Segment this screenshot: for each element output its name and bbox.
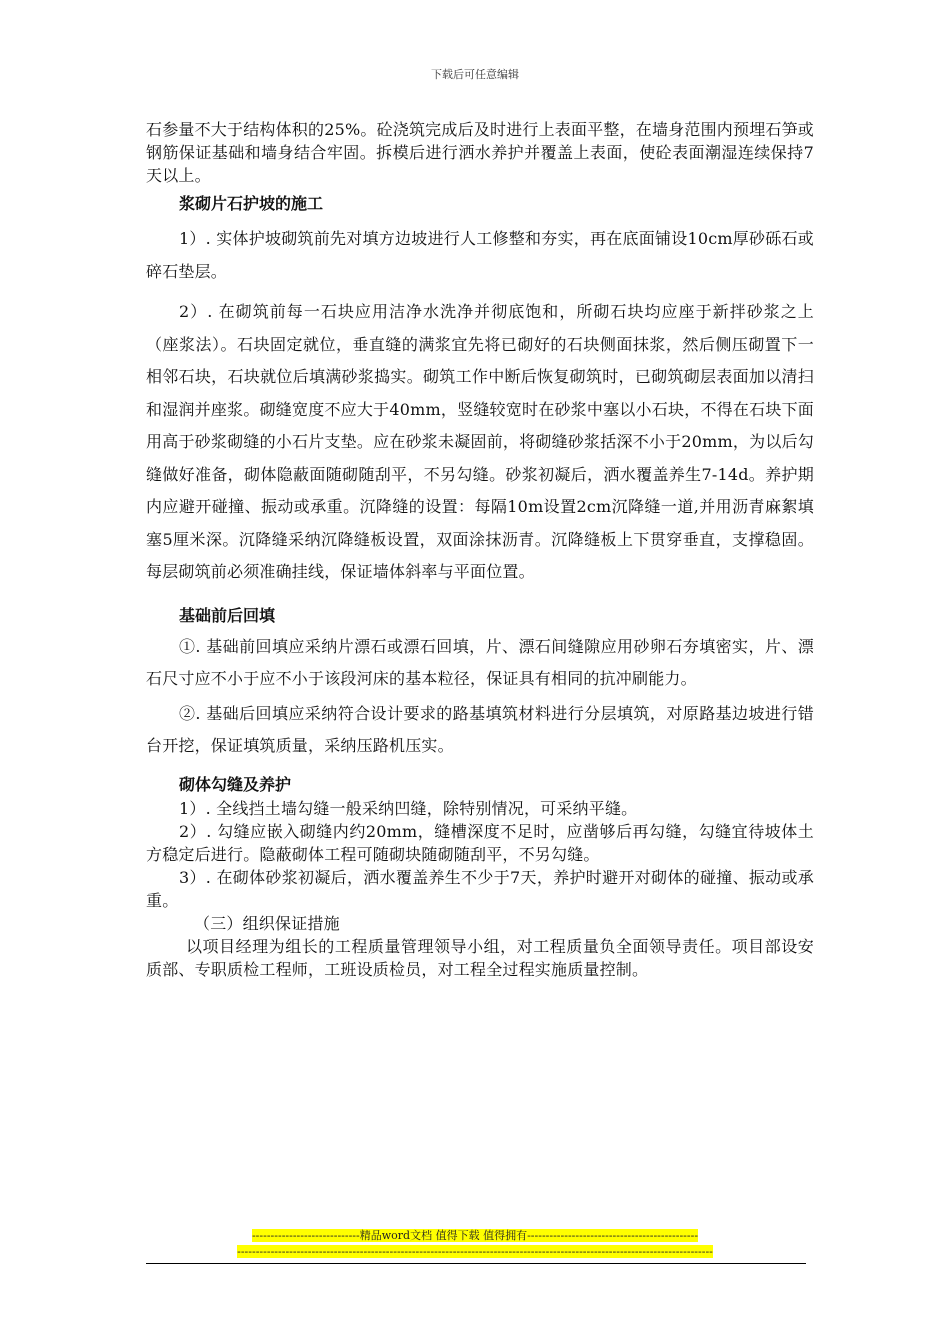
header-note: 下载后可任意编辑: [431, 68, 519, 81]
footer-rule: [146, 1263, 806, 1264]
footer-banner-line-2: [0, 1244, 950, 1260]
footer-banner-line-1: [0, 1228, 950, 1244]
footer-banner-text-1: -----------------------------精品word文档 值得下载 值得拥有----------------------------------------------: [251, 1229, 699, 1242]
revetment-paragraph-1: 1）. 实体护坡砌筑前先对填方边坡进行人工修整和夯实，再在底面铺设10cm厚砂砾石或碎石垫层。: [146, 229, 814, 281]
pointing-paragraph-2: 2）. 勾缝应嵌入砌缝内约20mm，缝槽深度不足时，应凿够后再勾缝，勾缝宜待坡体土方稳定后进行。隐蔽砌体工程可随砌块随砌随刮平，不另勾缝。: [146, 821, 814, 864]
intro-paragraph: 石参量不大于结构体积的25%。砼浇筑完成后及时进行上表面平整，在墙身范围内预埋石笋或钢筋保证基础和墙身结合牢固。拆模后进行洒水养护并覆盖上表面，使砼表面潮湿连续保持7天以上。: [146, 120, 814, 185]
pointing-paragraph-3: 3）. 在砌体砂浆初凝后，洒水覆盖养生不少于7天，养护时避开对砌体的碰撞、振动或承重。: [146, 867, 814, 910]
revetment-paragraph-2: 2）. 在砌筑前每一石块应用洁净水洗净并彻底饱和，所砌石块均应座于新拌砂浆之上（座浆法）。石块固定就位，垂直缝的满浆宜先将已砌好的石块侧面抹浆，然后侧压砌置下一相邻石块，石块就位后填满砂浆捣实。砌筑工作中断后恢复砌筑时，已砌筑砌层表面加以清扫和湿润并座浆。砌缝宽度不应大于40mm，竖缝较宽时在砂浆中塞以小石块，不得在石块下面用高于砂浆砌缝的小石片支垫。应在砂浆未凝固前，将砌缝砂浆括深不小于20mm，为以后勾缝做好准备，砌体隐蔽面随砌随刮平，不另勾缝。砂浆初凝后，洒水覆盖养生7-14d。养护期内应避开碰撞、振动或承重。沉降缝的设置：每隔10m设置2cm沉降缝一道,并用沥青麻絮填塞5厘米深。沉降缝采纳沉降缝板设置，双面涂抹沥青。沉降缝板上下贯穿垂直，支撑稳固。每层砌筑前必须准确挂线，保证墙体斜率与平面位置。: [146, 302, 814, 581]
section-heading-pointing: 砌体勾缝及养护: [179, 774, 292, 794]
organization-paragraph: 以项目经理为组长的工程质量管理领导小组，对工程质量负全面领导责任。项目部设安质部、专职质检工程师，工班设质检员，对工程全过程实施质量控制。: [146, 936, 814, 979]
backfill-paragraph-1: ①. 基础前回填应采纳片漂石或漂石回填，片、漂石间缝隙应用砂卵石夯填密实，片、漂石尺寸应不小于应不小于该段河床的基本粒径，保证具有相同的抗冲刷能力。: [146, 636, 814, 688]
section-heading-backfill: 基础前后回填: [179, 605, 276, 625]
document-body: [146, 118, 814, 981]
pointing-paragraph-1: 1）. 全线挡土墙勾缝一般采纳凹缝，除特别情况，可采纳平缝。: [179, 798, 638, 818]
section-heading-organization: （三）组织保证措施: [194, 913, 340, 933]
footer-banner-text-2: --------------------------------------------------------------------------------------------------------------------------------: [237, 1245, 713, 1258]
section-heading-revetment: 浆砌片石护坡的施工: [179, 194, 324, 213]
backfill-paragraph-2: ②. 基础后回填应采纳符合设计要求的路基填筑材料进行分层填筑，对原路基边坡进行错台开挖，保证填筑质量，采纳压路机压实。: [146, 703, 814, 755]
